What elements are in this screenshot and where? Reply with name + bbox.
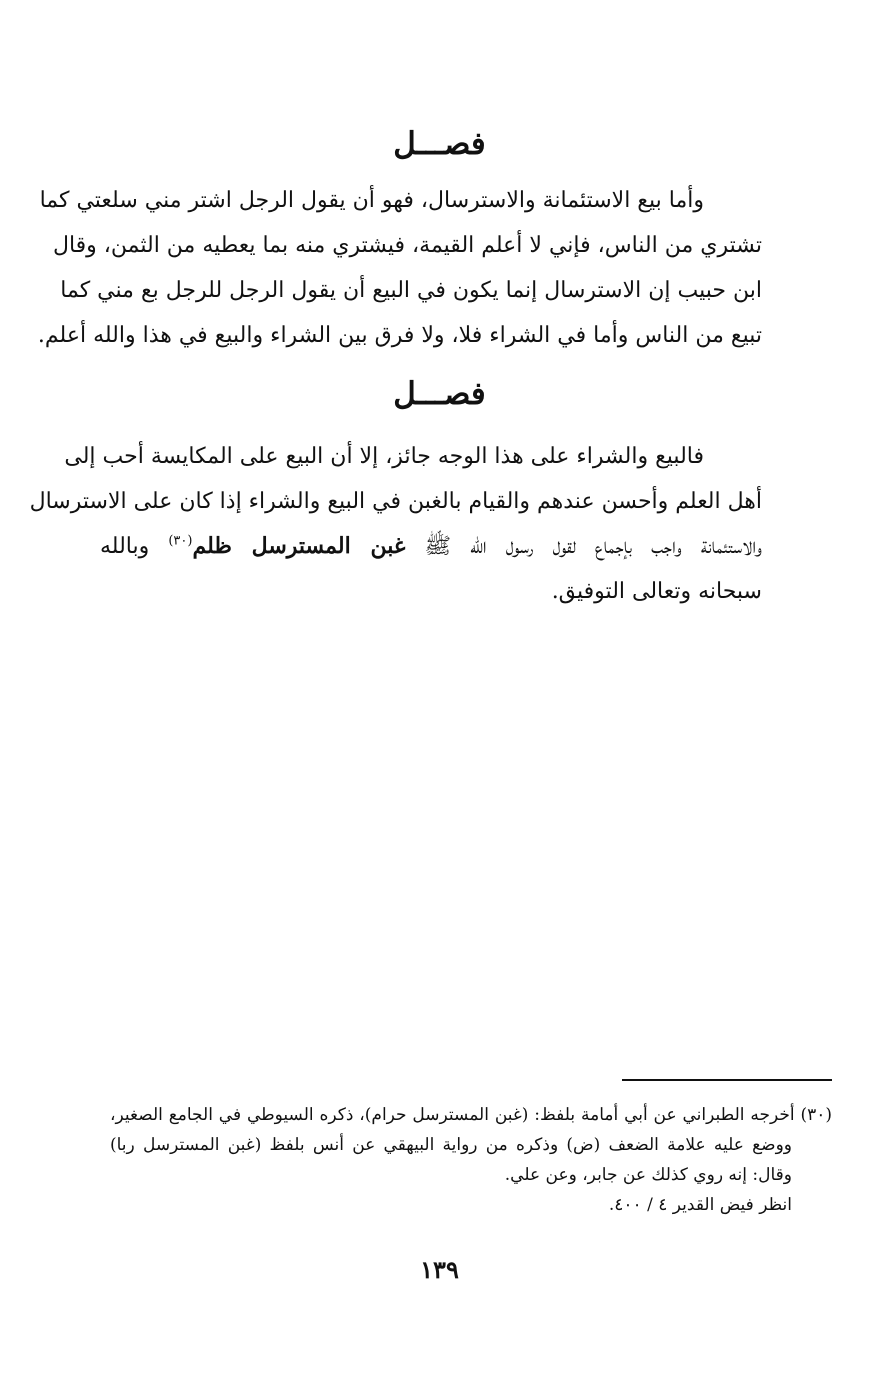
footnote-divider	[622, 1079, 832, 1081]
footnote-line: وقال: إنه روي كذلك عن جابر، وعن علي.	[504, 1165, 792, 1185]
paragraph-line: سبحانه وتعالى التوفيق.	[551, 579, 762, 604]
footnote-line: ووضع عليه علامة الضعف (ض) وذكره من رواية البيهقي عن أنس بلفظ (غبن المسترسل ربا)	[110, 1135, 792, 1155]
paragraph-line: ابن حبيب إن الاسترسال إنما يكون في البيع أن يقول الرجل للرجل بع مني كما	[60, 278, 762, 303]
footnote-line: (٣٠) أخرجه الطبراني عن أبي أمامة بلفظ: (غبن المسترسل حرام)، ذكره السيوطي في الجامع الصغير،	[110, 1105, 832, 1125]
paragraph-line-end: وبالله	[100, 534, 150, 559]
footnote-block	[110, 1100, 832, 1220]
page-number: ١٣٩	[420, 1255, 459, 1284]
paragraph-2	[29, 434, 762, 614]
section-heading-2: فصـــل	[393, 376, 486, 412]
paragraph-line: تبيع من الناس وأما في الشراء فلا، ولا فرق بين الشراء والبيع في هذا والله أعلم.	[37, 323, 762, 348]
footnote-reference[interactable]: (٣٠)	[168, 533, 193, 549]
paragraph-line: أهل العلم وأحسن عندهم والقيام بالغبن في البيع والشراء إذا كان على الاسترسال	[29, 489, 762, 514]
paragraph-line: تشتري من الناس، فإني لا أعلم القيمة، فيشتري منه بما يعطيه من الثمن، وقال	[52, 233, 762, 258]
paragraph-1	[37, 178, 762, 358]
hadith-text: غبن المسترسل ظلم	[192, 533, 406, 559]
paragraph-line: فالبيع والشراء على هذا الوجه جائز، إلا أن البيع على المكايسة أحب إلى	[64, 444, 704, 469]
paragraph-line: وأما بيع الاستئمانة والاسترسال، فهو أن يقول الرجل اشتر مني سلعتي كما	[39, 188, 704, 213]
footnote-line: انظر فيض القدير ٤ / ٤٠٠.	[608, 1195, 792, 1215]
section-heading-1: فصـــل	[393, 126, 486, 162]
paragraph-line	[100, 524, 762, 569]
paragraph-line-start: والاستئمانة واجب بإجماع لقول رسول الله ﷺ	[424, 534, 762, 559]
